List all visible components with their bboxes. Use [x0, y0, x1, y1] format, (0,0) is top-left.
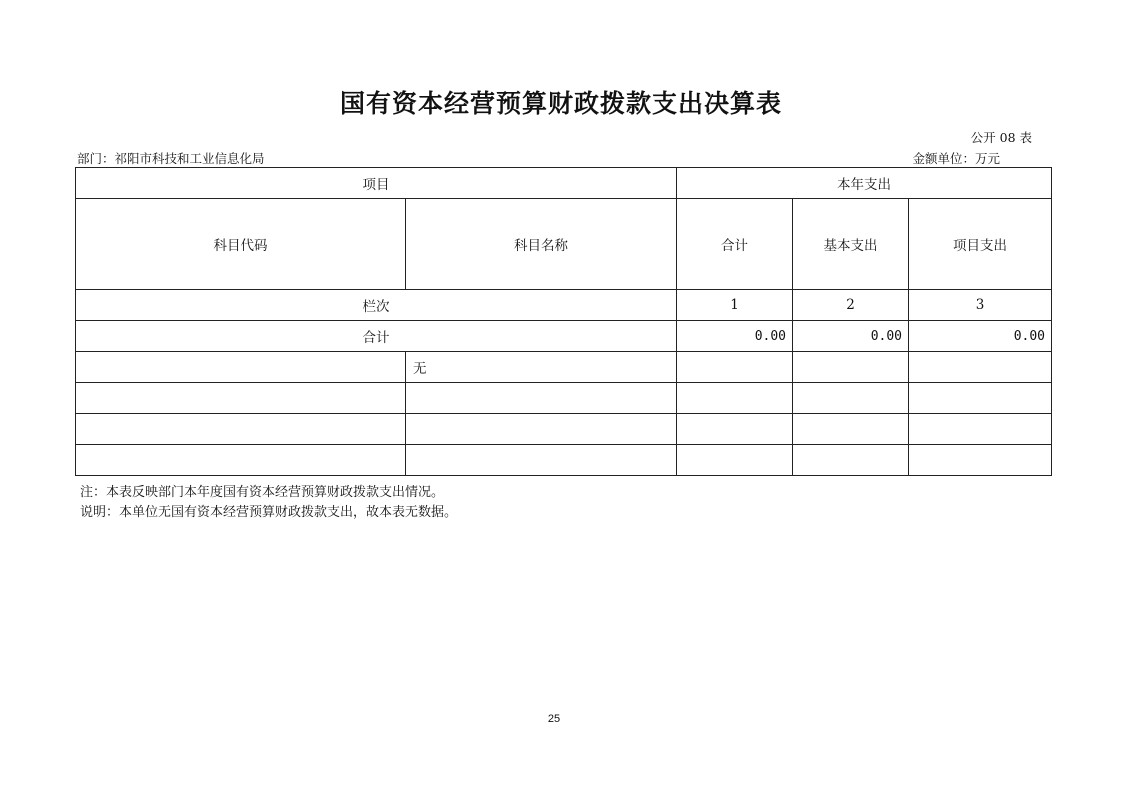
- total-row-label: 合计: [76, 321, 677, 352]
- header-project: 项目: [76, 168, 677, 199]
- index-row-label: 栏次: [76, 290, 677, 321]
- page-title: 国有资本经营预算财政拨款支出决算表: [339, 89, 782, 118]
- col-total: 合计: [677, 199, 793, 290]
- row-project: [909, 414, 1052, 445]
- col-basic-expense: 基本支出: [793, 199, 909, 290]
- row-total: [677, 352, 793, 383]
- table-row: [76, 445, 1052, 476]
- total-amount: 0.00: [677, 321, 793, 352]
- total-basic-amount: 0.00: [793, 321, 909, 352]
- row-basic: [793, 414, 909, 445]
- table-header-row-2: [76, 199, 1052, 290]
- row-code: [76, 445, 406, 476]
- index-3: 3: [909, 290, 1052, 321]
- header-year-expense: 本年支出: [677, 168, 1052, 199]
- row-code: [76, 352, 406, 383]
- row-total: [677, 383, 793, 414]
- col-subject-name: 科目名称: [406, 199, 677, 290]
- table-row: [76, 383, 1052, 414]
- row-project: [909, 383, 1052, 414]
- row-total: [677, 414, 793, 445]
- row-basic: [793, 383, 909, 414]
- col-project-expense: 项目支出: [909, 199, 1052, 290]
- row-name: [406, 445, 677, 476]
- table-row: [76, 414, 1052, 445]
- row-project: [909, 352, 1052, 383]
- form-number: 公开 08 表: [970, 130, 1032, 145]
- row-basic: [793, 445, 909, 476]
- col-subject-code: 科目代码: [76, 199, 406, 290]
- table-row: [76, 352, 1052, 383]
- row-code: [76, 414, 406, 445]
- index-2: 2: [793, 290, 909, 321]
- page-number: 25: [547, 713, 561, 725]
- row-total: [677, 445, 793, 476]
- row-name: 无: [406, 352, 677, 383]
- total-project-amount: 0.00: [909, 321, 1052, 352]
- row-basic: [793, 352, 909, 383]
- table-header-row-1: [76, 168, 1052, 199]
- amount-unit-label: 金额单位：万元: [912, 151, 1000, 166]
- row-code: [76, 383, 406, 414]
- row-name: [406, 383, 677, 414]
- total-row: [76, 321, 1052, 352]
- row-project: [909, 445, 1052, 476]
- row-name: [406, 414, 677, 445]
- table-note: 注：本表反映部门本年度国有资本经营预算财政拨款支出情况。: [80, 485, 445, 500]
- table-explanation: 说明：本单位无国有资本经营预算财政拨款支出，故本表无数据。: [80, 505, 458, 520]
- index-row: [76, 290, 1052, 321]
- expenditure-table: [75, 167, 1052, 476]
- department-label: 部门：祁阳市科技和工业信息化局: [77, 151, 265, 166]
- index-1: 1: [677, 290, 793, 321]
